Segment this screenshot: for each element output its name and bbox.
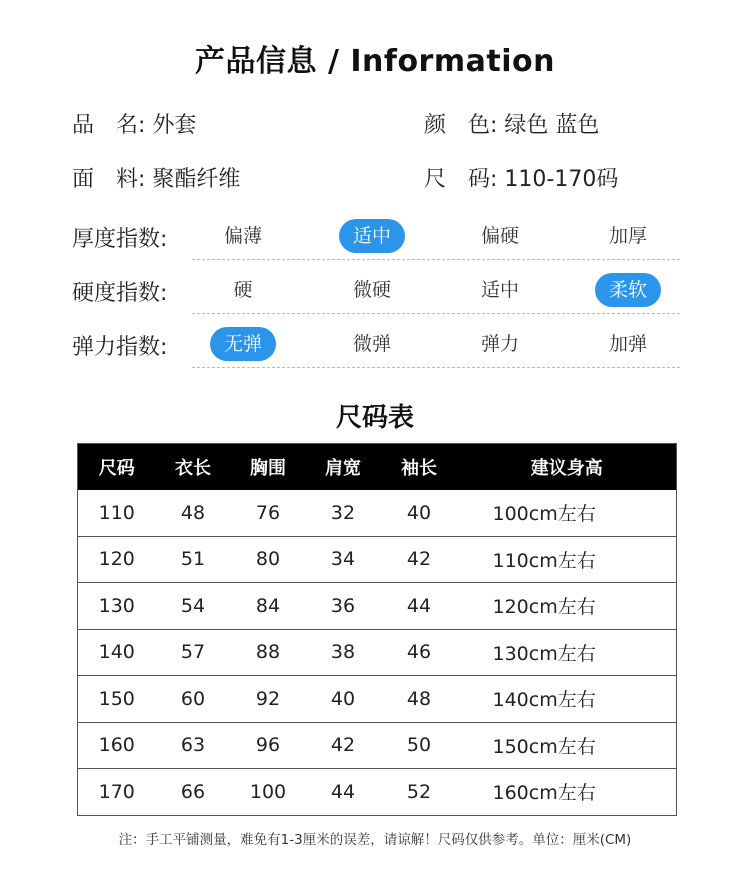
table-cell: 40 xyxy=(306,676,381,723)
table-cell: 160cm左右 xyxy=(458,769,677,816)
table-cell: 110cm左右 xyxy=(458,536,677,583)
index-option: 加弹 xyxy=(608,333,647,355)
table-cell: 42 xyxy=(381,536,458,583)
table-row xyxy=(78,722,677,769)
index-option: 微硬 xyxy=(352,279,391,301)
info-material xyxy=(72,162,240,193)
info-name xyxy=(72,108,196,139)
size-chart-title: 尺码表 xyxy=(335,403,414,433)
table-cell: 50 xyxy=(381,722,458,769)
info-size-value: 110-170码 xyxy=(504,167,619,192)
header-shoulder: 肩宽 xyxy=(306,444,381,491)
info-name-label: 品 名: xyxy=(72,113,146,138)
index-option-selected: 适中 xyxy=(339,219,405,253)
table-cell: 36 xyxy=(306,583,381,630)
table-cell: 42 xyxy=(306,722,381,769)
info-size xyxy=(424,162,618,193)
table-cell: 32 xyxy=(330,501,356,524)
table-cell: 130cm左右 xyxy=(458,629,677,676)
header-height: 建议身高 xyxy=(458,444,677,491)
table-cell: 170 xyxy=(78,769,156,816)
page-title: 产品信息 / Information xyxy=(195,44,555,79)
table-cell: 120 xyxy=(78,536,156,583)
table-cell: 92 xyxy=(231,676,306,723)
table-cell: 34 xyxy=(306,536,381,583)
info-material-label: 面 料: xyxy=(72,167,146,192)
index-option: 适中 xyxy=(480,279,519,301)
table-cell: 140 xyxy=(78,629,156,676)
index-option-selected: 柔软 xyxy=(595,273,661,307)
index-option: 加厚 xyxy=(608,225,647,247)
table-cell: 54 xyxy=(156,583,231,630)
index-option: 偏硬 xyxy=(480,225,519,247)
table-cell: 48 xyxy=(381,676,458,723)
table-cell: 110 xyxy=(98,501,135,524)
table-cell: 38 xyxy=(306,629,381,676)
table-cell: 130 xyxy=(78,583,156,630)
table-cell: 80 xyxy=(231,536,306,583)
info-color-value: 绿色 蓝色 xyxy=(504,113,600,138)
table-row xyxy=(78,536,677,583)
index-option: 弹力 xyxy=(480,333,519,355)
index-label: 厚度指数: xyxy=(72,227,168,252)
size-table xyxy=(77,443,677,816)
table-cell: 100 xyxy=(231,769,306,816)
header-chest: 胸围 xyxy=(231,444,306,491)
table-cell: 160 xyxy=(78,722,156,769)
info-color xyxy=(424,108,599,139)
table-cell: 57 xyxy=(156,629,231,676)
table-cell: 60 xyxy=(156,676,231,723)
index-option: 微弹 xyxy=(352,333,391,355)
info-size-label: 尺 码: xyxy=(424,167,498,192)
table-row xyxy=(78,769,677,816)
info-material-value: 聚酯纤维 xyxy=(152,167,241,192)
table-row xyxy=(78,676,677,723)
table-cell: 96 xyxy=(231,722,306,769)
index-label: 硬度指数: xyxy=(72,281,168,306)
table-cell: 46 xyxy=(381,629,458,676)
table-cell: 140cm左右 xyxy=(458,676,677,723)
divider xyxy=(192,259,680,260)
size-table-header xyxy=(78,444,677,491)
table-cell: 44 xyxy=(381,583,458,630)
divider xyxy=(192,313,680,314)
table-cell: 48 xyxy=(180,501,206,524)
table-cell: 120cm左右 xyxy=(458,583,677,630)
table-cell: 76 xyxy=(255,501,281,524)
info-name-value: 外套 xyxy=(152,113,197,138)
table-cell: 150cm左右 xyxy=(458,722,677,769)
table-cell: 150 xyxy=(78,676,156,723)
table-cell: 100cm左右 xyxy=(492,503,596,526)
index-label: 弹力指数: xyxy=(72,335,168,360)
table-row xyxy=(78,583,677,630)
table-cell: 63 xyxy=(156,722,231,769)
divider xyxy=(192,367,680,368)
table-cell: 66 xyxy=(156,769,231,816)
index-option-selected: 无弹 xyxy=(210,327,276,361)
header-sleeve: 袖长 xyxy=(381,444,458,491)
table-cell: 88 xyxy=(231,629,306,676)
footnote: 注：手工平铺测量，难免有1-3厘米的误差，请谅解！尺码仅供参考。单位：厘米(CM) xyxy=(118,832,632,848)
table-row xyxy=(78,490,677,536)
table-cell: 44 xyxy=(306,769,381,816)
table-cell: 51 xyxy=(156,536,231,583)
header-length: 衣长 xyxy=(156,444,231,491)
table-cell: 40 xyxy=(406,501,432,524)
index-option: 偏薄 xyxy=(223,225,262,247)
info-color-label: 颜 色: xyxy=(424,113,498,138)
table-row xyxy=(78,629,677,676)
table-cell: 52 xyxy=(381,769,458,816)
index-option: 硬 xyxy=(233,279,253,301)
header-size: 尺码 xyxy=(78,444,156,491)
table-cell: 84 xyxy=(231,583,306,630)
